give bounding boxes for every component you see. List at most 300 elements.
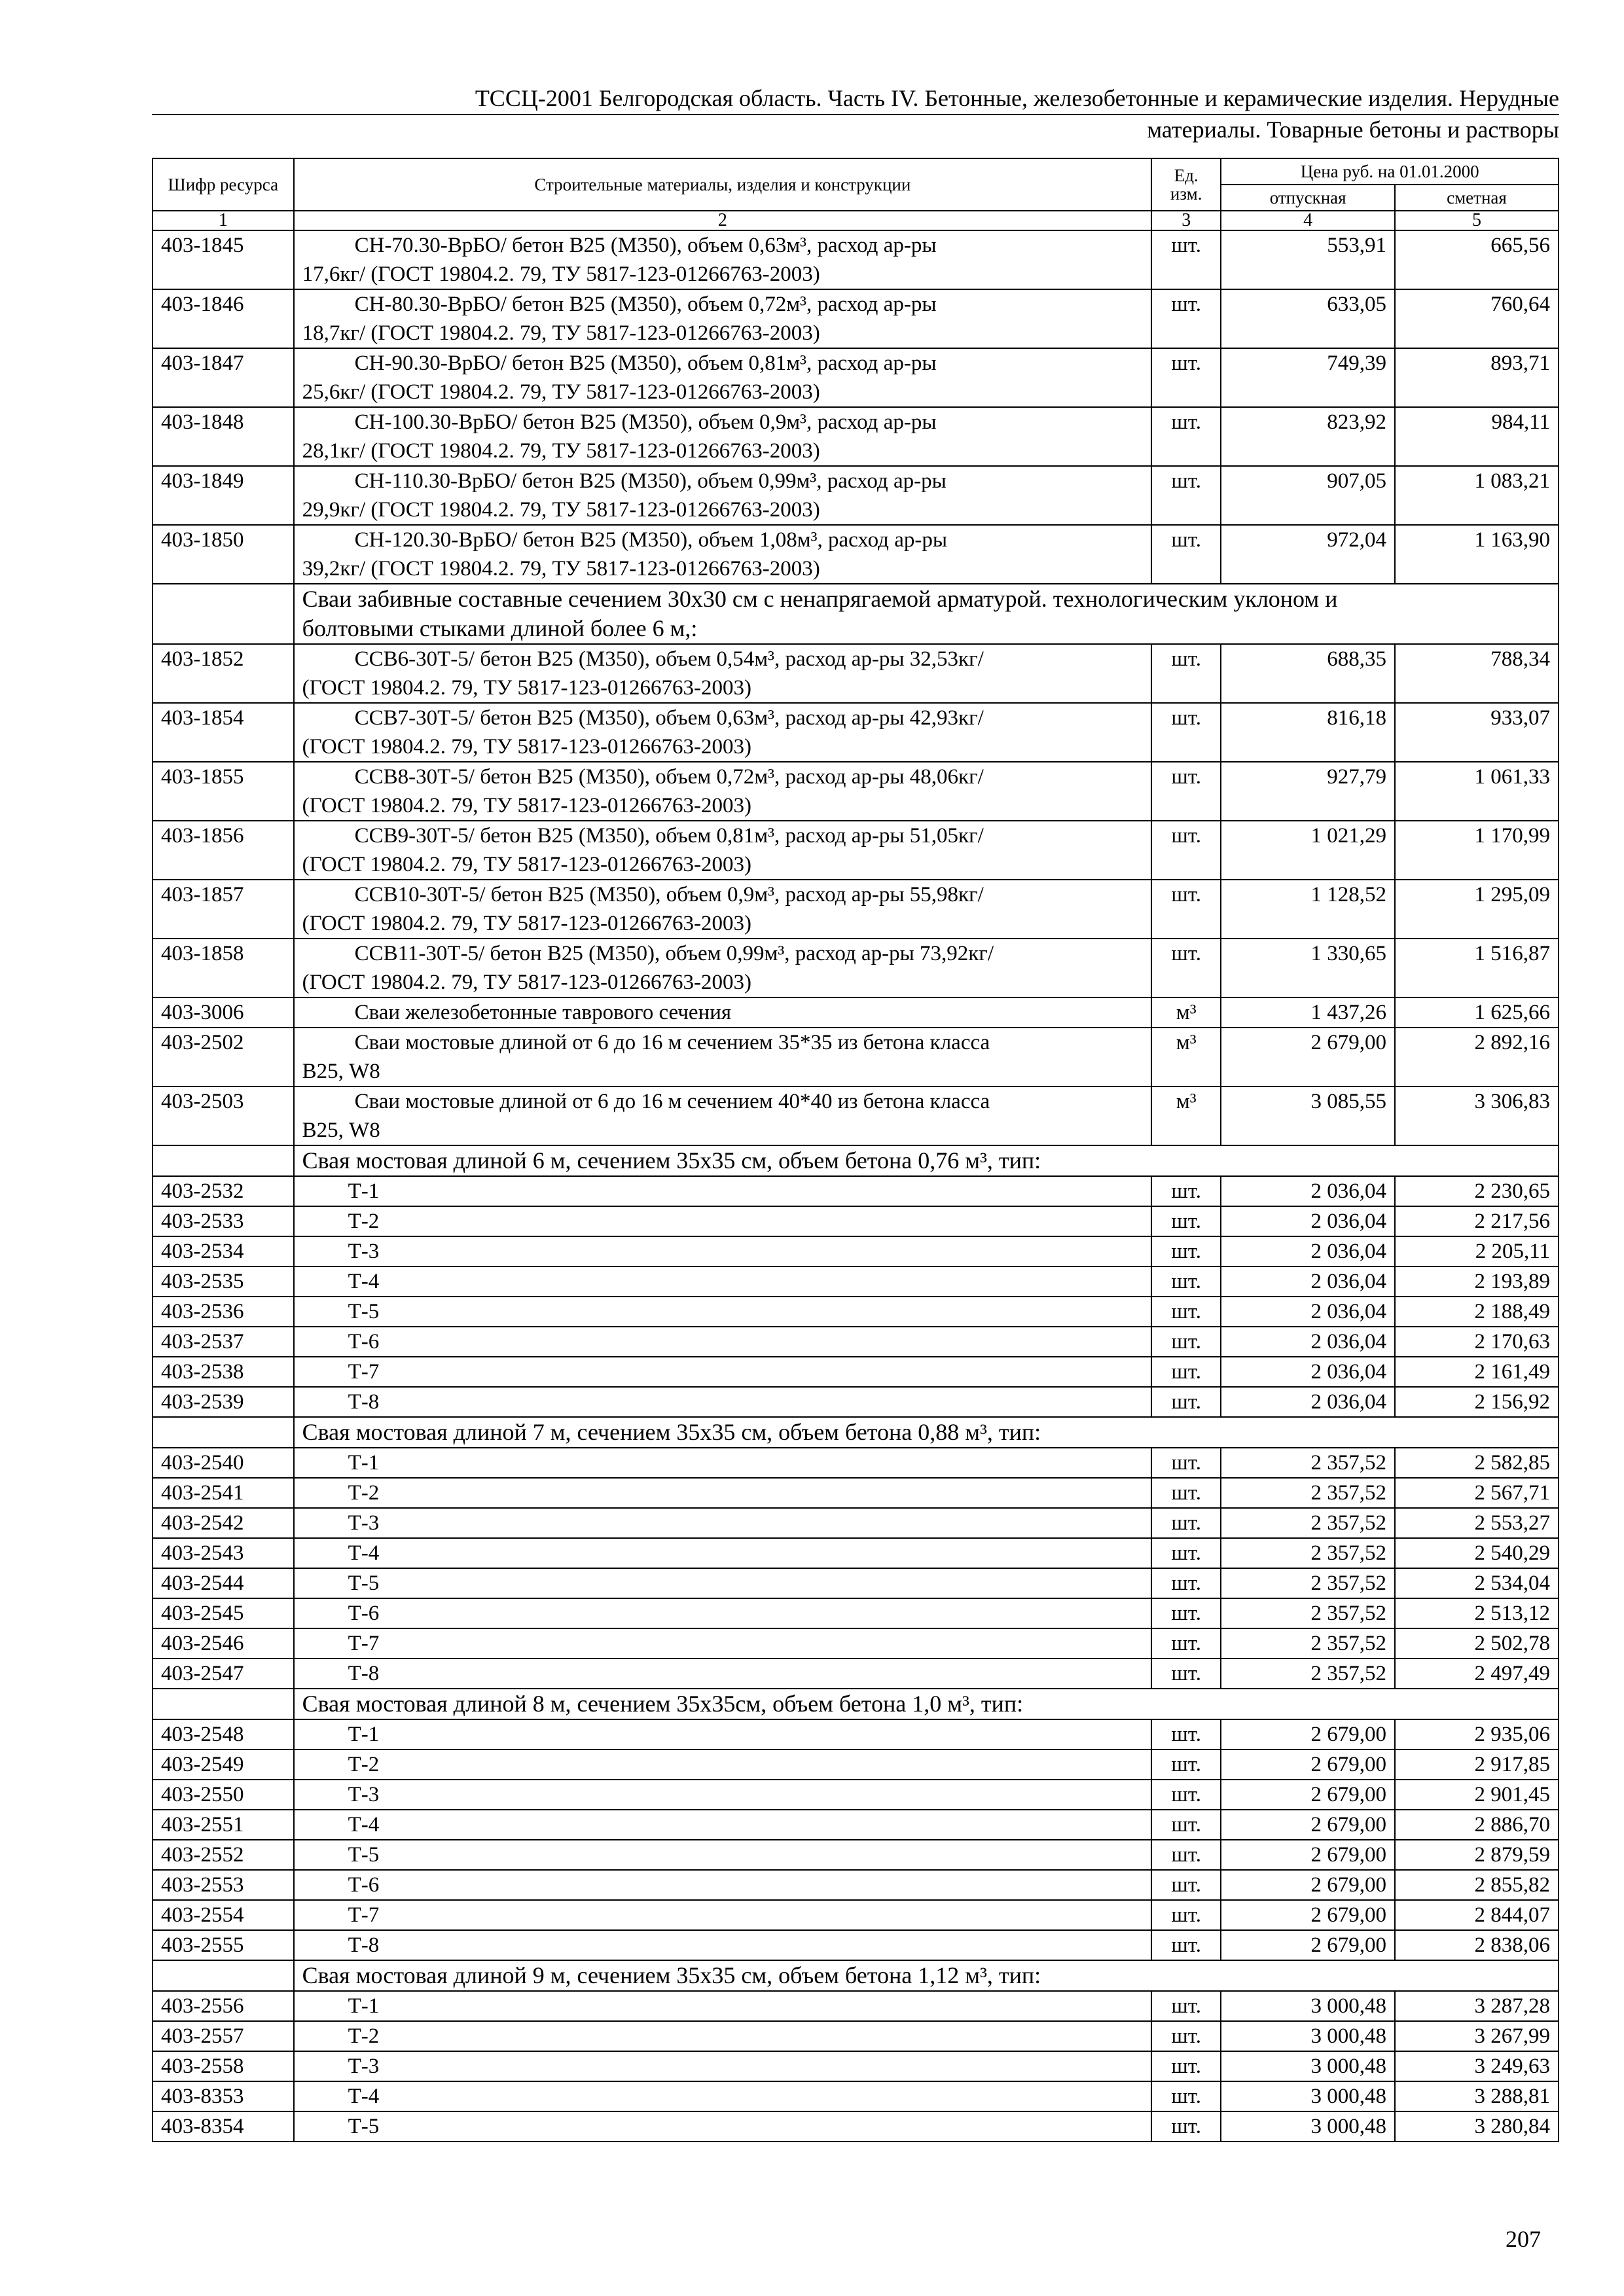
release-price: 2 357,52	[1221, 1538, 1395, 1568]
table-row	[153, 1900, 1559, 1930]
table-row	[153, 1870, 1559, 1900]
material-name-line: СН-70.30-ВрБО/ бетон В25 (М350), объем 0,63м³, расход ар-ры	[354, 234, 937, 257]
material-name	[294, 230, 1151, 289]
material-name: Т-2	[294, 1478, 1151, 1508]
unit: шт.	[1151, 1387, 1221, 1417]
table-row	[153, 1628, 1559, 1659]
estimate-price: 3 267,99	[1395, 2021, 1559, 2051]
page-number: 207	[1506, 2226, 1541, 2252]
material-name-line: (ГОСТ 19804.2. 79, ТУ 5817-123-01266763-2003)	[302, 735, 752, 759]
group-heading-line: болтовыми стыками длиной более 6 м,:	[302, 615, 698, 641]
release-price: 2 036,04	[1221, 1387, 1395, 1417]
release-price: 972,04	[1221, 525, 1395, 584]
release-price: 3 000,48	[1221, 2051, 1395, 2081]
estimate-price: 3 288,81	[1395, 2081, 1559, 2111]
release-price: 1 437,26	[1221, 997, 1395, 1028]
table-row	[153, 1357, 1559, 1387]
resource-code: 403-1846	[153, 289, 294, 348]
table-row	[153, 289, 1559, 348]
estimate-price: 2 497,49	[1395, 1659, 1559, 1689]
material-name-line: СН-100.30-ВрБО/ бетон В25 (М350), объем 0,9м³, расход ар-ры	[354, 410, 937, 434]
release-price: 2 357,52	[1221, 1508, 1395, 1538]
unit: м³	[1151, 1028, 1221, 1086]
table-row	[153, 1598, 1559, 1628]
material-name	[294, 703, 1151, 762]
estimate-price: 2 879,59	[1395, 1840, 1559, 1870]
unit: м³	[1151, 1086, 1221, 1145]
estimate-price: 2 156,92	[1395, 1387, 1559, 1417]
material-name	[294, 939, 1151, 997]
material-name-line: СН-80.30-ВрБО/ бетон В25 (М350), объем 0,72м³, расход ар-ры	[354, 293, 937, 316]
release-price: 2 679,00	[1221, 1780, 1395, 1810]
resource-code: 403-2552	[153, 1840, 294, 1870]
unit: шт.	[1151, 1176, 1221, 1206]
estimate-price: 2 540,29	[1395, 1538, 1559, 1568]
estimate-price: 933,07	[1395, 703, 1559, 762]
release-price: 2 357,52	[1221, 1478, 1395, 1508]
unit: шт.	[1151, 762, 1221, 821]
resource-code: 403-1850	[153, 525, 294, 584]
release-price: 2 036,04	[1221, 1297, 1395, 1327]
unit: шт.	[1151, 1749, 1221, 1780]
release-price: 2 036,04	[1221, 1206, 1395, 1236]
unit: шт.	[1151, 1810, 1221, 1840]
table-row	[153, 2051, 1559, 2081]
material-name-line: 18,7кг/ (ГОСТ 19804.2. 79, ТУ 5817-123-01266763-2003)	[302, 321, 820, 345]
table-row	[153, 762, 1559, 821]
material-name: Т-4	[294, 1266, 1151, 1297]
estimate-price: 2 901,45	[1395, 1780, 1559, 1810]
material-name-line: СН-90.30-ВрБО/ бетон В25 (М350), объем 0,81м³, расход ар-ры	[354, 351, 937, 375]
table-row	[153, 1086, 1559, 1145]
table-row	[153, 466, 1559, 525]
material-name: Т-3	[294, 2051, 1151, 2081]
estimate-price: 1 163,90	[1395, 525, 1559, 584]
resource-code: 403-2546	[153, 1628, 294, 1659]
material-name: Т-3	[294, 1508, 1151, 1538]
estimate-price: 2 205,11	[1395, 1236, 1559, 1266]
table-row	[153, 230, 1559, 289]
unit: шт.	[1151, 1266, 1221, 1297]
material-name: Т-7	[294, 1900, 1151, 1930]
resource-code-cell	[153, 1417, 294, 1448]
material-name	[294, 821, 1151, 880]
resource-code: 403-3006	[153, 997, 294, 1028]
resource-code: 403-2558	[153, 2051, 294, 2081]
resource-code-cell	[153, 584, 294, 644]
unit: шт.	[1151, 1840, 1221, 1870]
resource-code: 403-1847	[153, 348, 294, 407]
material-name: Т-8	[294, 1659, 1151, 1689]
table-row	[153, 997, 1559, 1028]
estimate-price: 2 188,49	[1395, 1297, 1559, 1327]
table-row	[153, 1327, 1559, 1357]
material-name-line: ССВ6-30Т-5/ бетон В25 (М350), объем 0,54м³, расход ар-ры 32,53кг/	[354, 647, 984, 671]
table-row	[153, 1478, 1559, 1508]
table-row	[153, 1840, 1559, 1870]
material-name-line: Сваи мостовые длиной от 6 до 16 м сечением 40*40 из бетона класса	[354, 1090, 990, 1113]
unit: шт.	[1151, 289, 1221, 348]
release-price: 2 679,00	[1221, 1900, 1395, 1930]
unit: шт.	[1151, 1780, 1221, 1810]
material-name-line: 39,2кг/ (ГОСТ 19804.2. 79, ТУ 5817-123-01266763-2003)	[302, 557, 820, 581]
estimate-price: 2 935,06	[1395, 1719, 1559, 1749]
group-heading-row	[153, 1145, 1559, 1176]
material-name	[294, 997, 1151, 1028]
unit: шт.	[1151, 466, 1221, 525]
release-price: 633,05	[1221, 289, 1395, 348]
group-heading-line: Свая мостовая длиной 7 м, сечением 35х35 см, объем бетона 0,88 м³, тип:	[302, 1419, 1041, 1445]
table-row	[153, 821, 1559, 880]
resource-code: 403-2503	[153, 1086, 294, 1145]
resource-code: 403-1858	[153, 939, 294, 997]
resource-code: 403-2538	[153, 1357, 294, 1387]
release-price: 907,05	[1221, 466, 1395, 525]
header-price: Цена руб. на 01.01.2000	[1221, 158, 1559, 185]
material-name-line: 28,1кг/ (ГОСТ 19804.2. 79, ТУ 5817-123-01266763-2003)	[302, 439, 820, 463]
estimate-price: 2 502,78	[1395, 1628, 1559, 1659]
material-name: Т-6	[294, 1598, 1151, 1628]
unit: шт.	[1151, 1327, 1221, 1357]
material-name	[294, 407, 1151, 466]
release-price: 2 357,52	[1221, 1628, 1395, 1659]
release-price: 2 357,52	[1221, 1598, 1395, 1628]
resource-code-cell	[153, 1689, 294, 1719]
resource-code: 403-1845	[153, 230, 294, 289]
resource-code-cell	[153, 1145, 294, 1176]
estimate-price: 2 886,70	[1395, 1810, 1559, 1840]
release-price: 2 036,04	[1221, 1176, 1395, 1206]
estimate-price: 3 249,63	[1395, 2051, 1559, 2081]
page-header	[152, 84, 1559, 144]
release-price: 2 679,00	[1221, 1719, 1395, 1749]
unit: шт.	[1151, 407, 1221, 466]
unit: шт.	[1151, 1598, 1221, 1628]
resource-code: 403-2549	[153, 1749, 294, 1780]
material-name-line: ССВ9-30Т-5/ бетон В25 (М350), объем 0,81м³, расход ар-ры 51,05кг/	[354, 824, 984, 848]
table-row	[153, 1508, 1559, 1538]
resource-code: 403-2536	[153, 1297, 294, 1327]
unit: шт.	[1151, 2111, 1221, 2142]
group-heading	[294, 584, 1559, 644]
release-price: 2 357,52	[1221, 1448, 1395, 1478]
price-table	[152, 158, 1559, 2142]
resource-code: 403-2545	[153, 1598, 294, 1628]
estimate-price: 2 855,82	[1395, 1870, 1559, 1900]
table-row	[153, 1991, 1559, 2021]
material-name	[294, 525, 1151, 584]
material-name: Т-1	[294, 1176, 1151, 1206]
estimate-price: 2 844,07	[1395, 1900, 1559, 1930]
material-name-line: (ГОСТ 19804.2. 79, ТУ 5817-123-01266763-2003)	[302, 971, 752, 994]
unit: шт.	[1151, 1357, 1221, 1387]
material-name	[294, 762, 1151, 821]
group-heading-row	[153, 1417, 1559, 1448]
group-heading	[294, 1145, 1559, 1176]
release-price: 2 357,52	[1221, 1659, 1395, 1689]
material-name	[294, 289, 1151, 348]
release-price: 1 021,29	[1221, 821, 1395, 880]
group-heading-row	[153, 1960, 1559, 1991]
header-unit: Ед. изм.	[1151, 158, 1221, 211]
unit: шт.	[1151, 1900, 1221, 1930]
group-heading	[294, 1689, 1559, 1719]
resource-code: 403-1856	[153, 821, 294, 880]
unit: шт.	[1151, 1297, 1221, 1327]
release-price: 1 330,65	[1221, 939, 1395, 997]
estimate-price: 2 193,89	[1395, 1266, 1559, 1297]
column-number: 1	[153, 211, 294, 230]
release-price: 927,79	[1221, 762, 1395, 821]
unit: шт.	[1151, 1448, 1221, 1478]
unit: шт.	[1151, 348, 1221, 407]
material-name: Т-3	[294, 1780, 1151, 1810]
unit: шт.	[1151, 1870, 1221, 1900]
release-price: 3 000,48	[1221, 1991, 1395, 2021]
estimate-price: 2 892,16	[1395, 1028, 1559, 1086]
table-row	[153, 1659, 1559, 1689]
header-release-price: отпускная	[1221, 185, 1395, 211]
release-price: 2 357,52	[1221, 1568, 1395, 1598]
material-name	[294, 880, 1151, 939]
header-line-2: материалы. Товарные бетоны и растворы	[1147, 117, 1559, 143]
estimate-price: 2 170,63	[1395, 1327, 1559, 1357]
group-heading	[294, 1960, 1559, 1991]
material-name-line: В25, W8	[302, 1060, 380, 1083]
unit: шт.	[1151, 1508, 1221, 1538]
material-name-line: ССВ10-30Т-5/ бетон В25 (М350), объем 0,9м³, расход ар-ры 55,98кг/	[354, 883, 984, 906]
unit: м³	[1151, 997, 1221, 1028]
material-name-line: В25, W8	[302, 1119, 380, 1142]
resource-code: 403-2539	[153, 1387, 294, 1417]
estimate-price: 760,64	[1395, 289, 1559, 348]
release-price: 2 036,04	[1221, 1327, 1395, 1357]
resource-code: 403-2557	[153, 2021, 294, 2051]
resource-code: 403-2556	[153, 1991, 294, 2021]
table-row	[153, 880, 1559, 939]
material-name-line: 29,9кг/ (ГОСТ 19804.2. 79, ТУ 5817-123-01266763-2003)	[302, 498, 820, 522]
header-line-1: ТССЦ-2001 Белгородская область. Часть IV. Бетонные, железобетонные и керамические изделия. Нерудные	[152, 84, 1559, 115]
estimate-price: 2 553,27	[1395, 1508, 1559, 1538]
unit: шт.	[1151, 525, 1221, 584]
table-row	[153, 1176, 1559, 1206]
estimate-price: 3 306,83	[1395, 1086, 1559, 1145]
release-price: 3 000,48	[1221, 2081, 1395, 2111]
estimate-price: 2 534,04	[1395, 1568, 1559, 1598]
material-name: Т-5	[294, 2111, 1151, 2142]
material-name-line: Сваи мостовые длиной от 6 до 16 м сечением 35*35 из бетона класса	[354, 1031, 990, 1054]
estimate-price: 1 083,21	[1395, 466, 1559, 525]
table-row	[153, 2021, 1559, 2051]
release-price: 2 679,00	[1221, 1840, 1395, 1870]
table-head	[153, 158, 1559, 230]
table-row	[153, 1387, 1559, 1417]
release-price: 2 036,04	[1221, 1236, 1395, 1266]
material-name: Т-8	[294, 1930, 1151, 1960]
table-row	[153, 703, 1559, 762]
material-name-line: 25,6кг/ (ГОСТ 19804.2. 79, ТУ 5817-123-01266763-2003)	[302, 380, 820, 404]
release-price: 688,35	[1221, 644, 1395, 703]
material-name-line: (ГОСТ 19804.2. 79, ТУ 5817-123-01266763-2003)	[302, 853, 752, 876]
group-heading-line: Свая мостовая длиной 6 м, сечением 35х35 см, объем бетона 0,76 м³, тип:	[302, 1147, 1041, 1174]
release-price: 2 036,04	[1221, 1357, 1395, 1387]
material-name: Т-1	[294, 1448, 1151, 1478]
estimate-price: 1 170,99	[1395, 821, 1559, 880]
material-name-line: (ГОСТ 19804.2. 79, ТУ 5817-123-01266763-2003)	[302, 676, 752, 700]
table-row	[153, 1780, 1559, 1810]
column-number: 4	[1221, 211, 1395, 230]
resource-code: 403-2533	[153, 1206, 294, 1236]
unit: шт.	[1151, 644, 1221, 703]
material-name: Т-3	[294, 1236, 1151, 1266]
material-name-line: (ГОСТ 19804.2. 79, ТУ 5817-123-01266763-2003)	[302, 912, 752, 935]
table-row	[153, 1266, 1559, 1297]
table-row	[153, 407, 1559, 466]
table-body	[153, 230, 1559, 2142]
release-price: 823,92	[1221, 407, 1395, 466]
table-row	[153, 1028, 1559, 1086]
resource-code: 403-2534	[153, 1236, 294, 1266]
group-heading-line: Свая мостовая длиной 8 м, сечением 35х35см, объем бетона 1,0 м³, тип:	[302, 1691, 1024, 1717]
unit: шт.	[1151, 1568, 1221, 1598]
unit: шт.	[1151, 1659, 1221, 1689]
material-name: Т-7	[294, 1628, 1151, 1659]
release-price: 2 679,00	[1221, 1930, 1395, 1960]
release-price: 2 679,00	[1221, 1749, 1395, 1780]
estimate-price: 3 280,84	[1395, 2111, 1559, 2142]
material-name: Т-8	[294, 1387, 1151, 1417]
group-heading-line: Свая мостовая длиной 9 м, сечением 35х35 см, объем бетона 1,12 м³, тип:	[302, 1962, 1041, 1988]
group-heading-row	[153, 584, 1559, 644]
resource-code: 403-1855	[153, 762, 294, 821]
material-name: Т-6	[294, 1870, 1151, 1900]
material-name: Т-4	[294, 1538, 1151, 1568]
estimate-price: 2 230,65	[1395, 1176, 1559, 1206]
table-row	[153, 1810, 1559, 1840]
table-row	[153, 1749, 1559, 1780]
material-name: Т-4	[294, 1810, 1151, 1840]
table-row	[153, 2081, 1559, 2111]
header-estimate-price: сметная	[1395, 185, 1559, 211]
release-price: 3 085,55	[1221, 1086, 1395, 1145]
resource-code: 403-2537	[153, 1327, 294, 1357]
unit: шт.	[1151, 821, 1221, 880]
table-row	[153, 644, 1559, 703]
material-name-line: ССВ8-30Т-5/ бетон В25 (М350), объем 0,72м³, расход ар-ры 48,06кг/	[354, 765, 984, 789]
release-price: 3 000,48	[1221, 2021, 1395, 2051]
resource-code: 403-2532	[153, 1176, 294, 1206]
estimate-price: 2 582,85	[1395, 1448, 1559, 1478]
material-name-line: ССВ7-30Т-5/ бетон В25 (М350), объем 0,63м³, расход ар-ры 42,93кг/	[354, 706, 984, 730]
material-name: Т-5	[294, 1297, 1151, 1327]
resource-code: 403-1849	[153, 466, 294, 525]
unit: шт.	[1151, 880, 1221, 939]
table-row	[153, 1206, 1559, 1236]
estimate-price: 2 513,12	[1395, 1598, 1559, 1628]
resource-code: 403-2547	[153, 1659, 294, 1689]
material-name: Т-1	[294, 1991, 1151, 2021]
unit: шт.	[1151, 939, 1221, 997]
release-price: 2 679,00	[1221, 1870, 1395, 1900]
resource-code: 403-1848	[153, 407, 294, 466]
header-name: Строительные материалы, изделия и конструкции	[294, 158, 1151, 211]
material-name: Т-6	[294, 1327, 1151, 1357]
material-name: Т-5	[294, 1840, 1151, 1870]
column-number: 3	[1151, 211, 1221, 230]
estimate-price: 2 217,56	[1395, 1206, 1559, 1236]
resource-code: 403-2554	[153, 1900, 294, 1930]
resource-code: 403-2540	[153, 1448, 294, 1478]
material-name: Т-4	[294, 2081, 1151, 2111]
unit: шт.	[1151, 2051, 1221, 2081]
column-number: 5	[1395, 211, 1559, 230]
group-heading-line: Сваи забивные составные сечением 30х30 см с ненапрягаемой арматурой. технологическим уклоном и	[302, 586, 1338, 612]
release-price: 2 679,00	[1221, 1810, 1395, 1840]
resource-code-cell	[153, 1960, 294, 1991]
unit: шт.	[1151, 1236, 1221, 1266]
group-heading-row	[153, 1689, 1559, 1719]
material-name: Т-7	[294, 1357, 1151, 1387]
unit: шт.	[1151, 2081, 1221, 2111]
estimate-price: 2 917,85	[1395, 1749, 1559, 1780]
resource-code: 403-2541	[153, 1478, 294, 1508]
material-name-line: (ГОСТ 19804.2. 79, ТУ 5817-123-01266763-2003)	[302, 794, 752, 817]
resource-code: 403-2542	[153, 1508, 294, 1538]
table-row	[153, 1568, 1559, 1598]
resource-code: 403-2502	[153, 1028, 294, 1086]
material-name: Т-5	[294, 1568, 1151, 1598]
unit: шт.	[1151, 1719, 1221, 1749]
release-price: 1 128,52	[1221, 880, 1395, 939]
material-name-line: Сваи железобетонные таврового сечения	[354, 1001, 732, 1024]
release-price: 2 036,04	[1221, 1266, 1395, 1297]
release-price: 553,91	[1221, 230, 1395, 289]
material-name: Т-2	[294, 2021, 1151, 2051]
resource-code: 403-2551	[153, 1810, 294, 1840]
table-row	[153, 1719, 1559, 1749]
material-name: Т-2	[294, 1206, 1151, 1236]
estimate-price: 2 838,06	[1395, 1930, 1559, 1960]
estimate-price: 3 287,28	[1395, 1991, 1559, 2021]
estimate-price: 665,56	[1395, 230, 1559, 289]
table-row	[153, 939, 1559, 997]
material-name	[294, 1086, 1151, 1145]
table-row	[153, 348, 1559, 407]
estimate-price: 1 625,66	[1395, 997, 1559, 1028]
table-row	[153, 2111, 1559, 2142]
resource-code: 403-2555	[153, 1930, 294, 1960]
unit: шт.	[1151, 1930, 1221, 1960]
unit: шт.	[1151, 1628, 1221, 1659]
group-heading	[294, 1417, 1559, 1448]
resource-code: 403-2548	[153, 1719, 294, 1749]
unit: шт.	[1151, 703, 1221, 762]
resource-code: 403-8354	[153, 2111, 294, 2142]
column-number: 2	[294, 211, 1151, 230]
estimate-price: 788,34	[1395, 644, 1559, 703]
resource-code: 403-2544	[153, 1568, 294, 1598]
table-row	[153, 1448, 1559, 1478]
material-name	[294, 348, 1151, 407]
unit: шт.	[1151, 1991, 1221, 2021]
estimate-price: 1 516,87	[1395, 939, 1559, 997]
estimate-price: 1 061,33	[1395, 762, 1559, 821]
estimate-price: 984,11	[1395, 407, 1559, 466]
material-name-line: СН-110.30-ВрБО/ бетон В25 (М350), объем 0,99м³, расход ар-ры	[354, 469, 947, 493]
resource-code: 403-1854	[153, 703, 294, 762]
unit: шт.	[1151, 1478, 1221, 1508]
material-name	[294, 1028, 1151, 1086]
